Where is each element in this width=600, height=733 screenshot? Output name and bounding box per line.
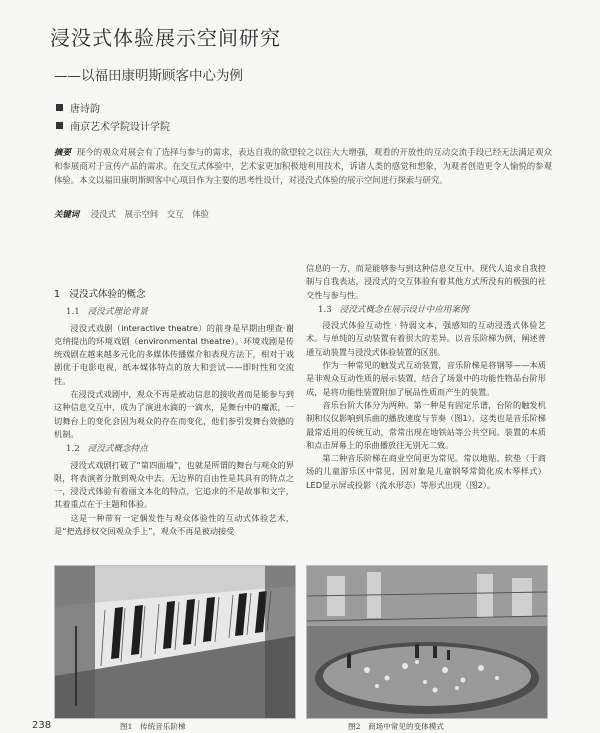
bullet-square-icon (56, 122, 63, 129)
abstract-label: 摘要 (54, 147, 71, 157)
figure-1-caption: 图1 传统音乐阶梯 (120, 722, 186, 731)
author-name: 唐诗韵 (70, 104, 100, 115)
left-column (54, 288, 294, 538)
paragraph: 浸没式体验互动性 · 特弱文本，强感知的互动浸透式体验艺术。与单纯的互动装置有着很大的差异。以音乐阶梯为例，阐述普通互动装置与浸没式体验装置的区别。 (306, 320, 546, 357)
abstract-text: 现今的观众对展会有了选择与参与的需求，表达自我的欲望较之以往大大增强，观看的开放性的互动交流手段已经无法满足观众和参展商对于宣传产品的需求。在交互式体验中，艺术家更加积极地利用技术，诉诸人类的感觉和想象，为观者创造更令人愉悦的参观体验。本文以福田康明斯顾客中心项目作为主要的思考性设计，对浸没式体验的展示空间进行探索与研究。 (54, 147, 552, 186)
mall-interactive-floor-illustration (307, 566, 547, 718)
page-number: 238 (32, 720, 52, 731)
paragraph: 在浸没式戏剧中，观众不再是被动信息的接收者而是能参与到这种信息交互中，成为了演进水滴的一滴水，是舞台中的魔派，一切舞台上的变化会因为观众的存在而变化，他们参引发舞台效德的机制。 (54, 389, 294, 439)
figure-1-image (54, 565, 296, 719)
paragraph: 作为一种常见的触发式互动装置，音乐阶梯是将钢琴——本质是非观众互动性质的展示装置，结合了场景中的功能性物品台阶形成，是将功能性装置附加了展品性质而产生的装置。 (306, 360, 546, 397)
keywords-label: 关键词 (54, 209, 80, 219)
paragraph: 第二种音乐阶梯在商业空间更为常见。常以地贴、软垫（于商场的儿童游乐区中常见，因对象是儿童钢琴常简化成木琴样式）LED显示屏或投影（流水形态）等形式出现（图2）。 (306, 453, 546, 490)
keyword: 展示空间 (124, 209, 159, 219)
keyword: 交互 (166, 209, 184, 219)
figure-2-image (306, 565, 548, 719)
keyword: 体验 (192, 209, 209, 219)
subsection-heading: 1.1 浸没式理论背景 (66, 307, 148, 318)
figure-2-caption: 图2 商场中常见的变体模式 (348, 722, 444, 731)
subsection-heading: 1.3 浸没式概念在展示设计中应用案例 (318, 304, 469, 315)
subsection-heading: 1.2 浸没式概念特点 (66, 444, 148, 455)
paragraph: 音乐台阶大体分为两种。第一种是有固定乐谱，台阶的触发机制和仪仪影响到乐曲的播放速度与节奏（图1），这类也是音乐阶梯最常适用的传统互动，常常出现在地铁站等公共空间。装置的本质和点击屏幕上的乐曲播放往无别无二致。 (306, 399, 546, 450)
affiliation-line (56, 118, 170, 133)
abstract (54, 145, 552, 188)
page-title: 浸没式体验展示空间研究 (50, 26, 281, 50)
keywords (54, 208, 209, 220)
paragraph: 这是一种带有一定偶发性与观众体验性的互动式体验艺术，是“把选择权交回观众手上”，观众不再是被动接受 (54, 512, 294, 537)
author-affiliation: 南京艺术学院设计学院 (70, 122, 170, 133)
author-line (56, 100, 100, 115)
section-heading: 1 浸没式体验的概念 (54, 289, 146, 300)
piano-staircase-illustration (55, 566, 295, 718)
paragraph: 信息的一方，而是能够参与到这种信息交互中。现代人追求自我控制与自我表达，浸没式的交互体验有着其他方式所没有的极强的社交性与参与性。 (306, 263, 546, 300)
right-column (306, 262, 546, 492)
keyword: 浸没式 (90, 209, 116, 219)
page-subtitle: ——以福田康明斯顾客中心为例 (54, 68, 243, 84)
bullet-square-icon (56, 104, 63, 111)
paragraph: 浸没式戏剧（interactive theatre）的前身是早期由理查·谢克纳提出的环境戏剧（environmental theatre）。环境戏剧是传统戏剧在越来越多元化的多媒体传播媒介和表现方法下，相对于戏剧优于电影电视，纸本媒体特点的放大和尝试——即时性和交流性。 (54, 322, 294, 386)
paragraph: 浸没式戏剧打破了“第四面墙”，也就是所谓的舞台与观众的界限，将表演者分散到观众中去。无边界的自由性是其具有的特点之一，浸没式体验有着丽文本化的特点，它追求的不是故事和文字，其着重点在于主题和体验。 (54, 459, 294, 510)
